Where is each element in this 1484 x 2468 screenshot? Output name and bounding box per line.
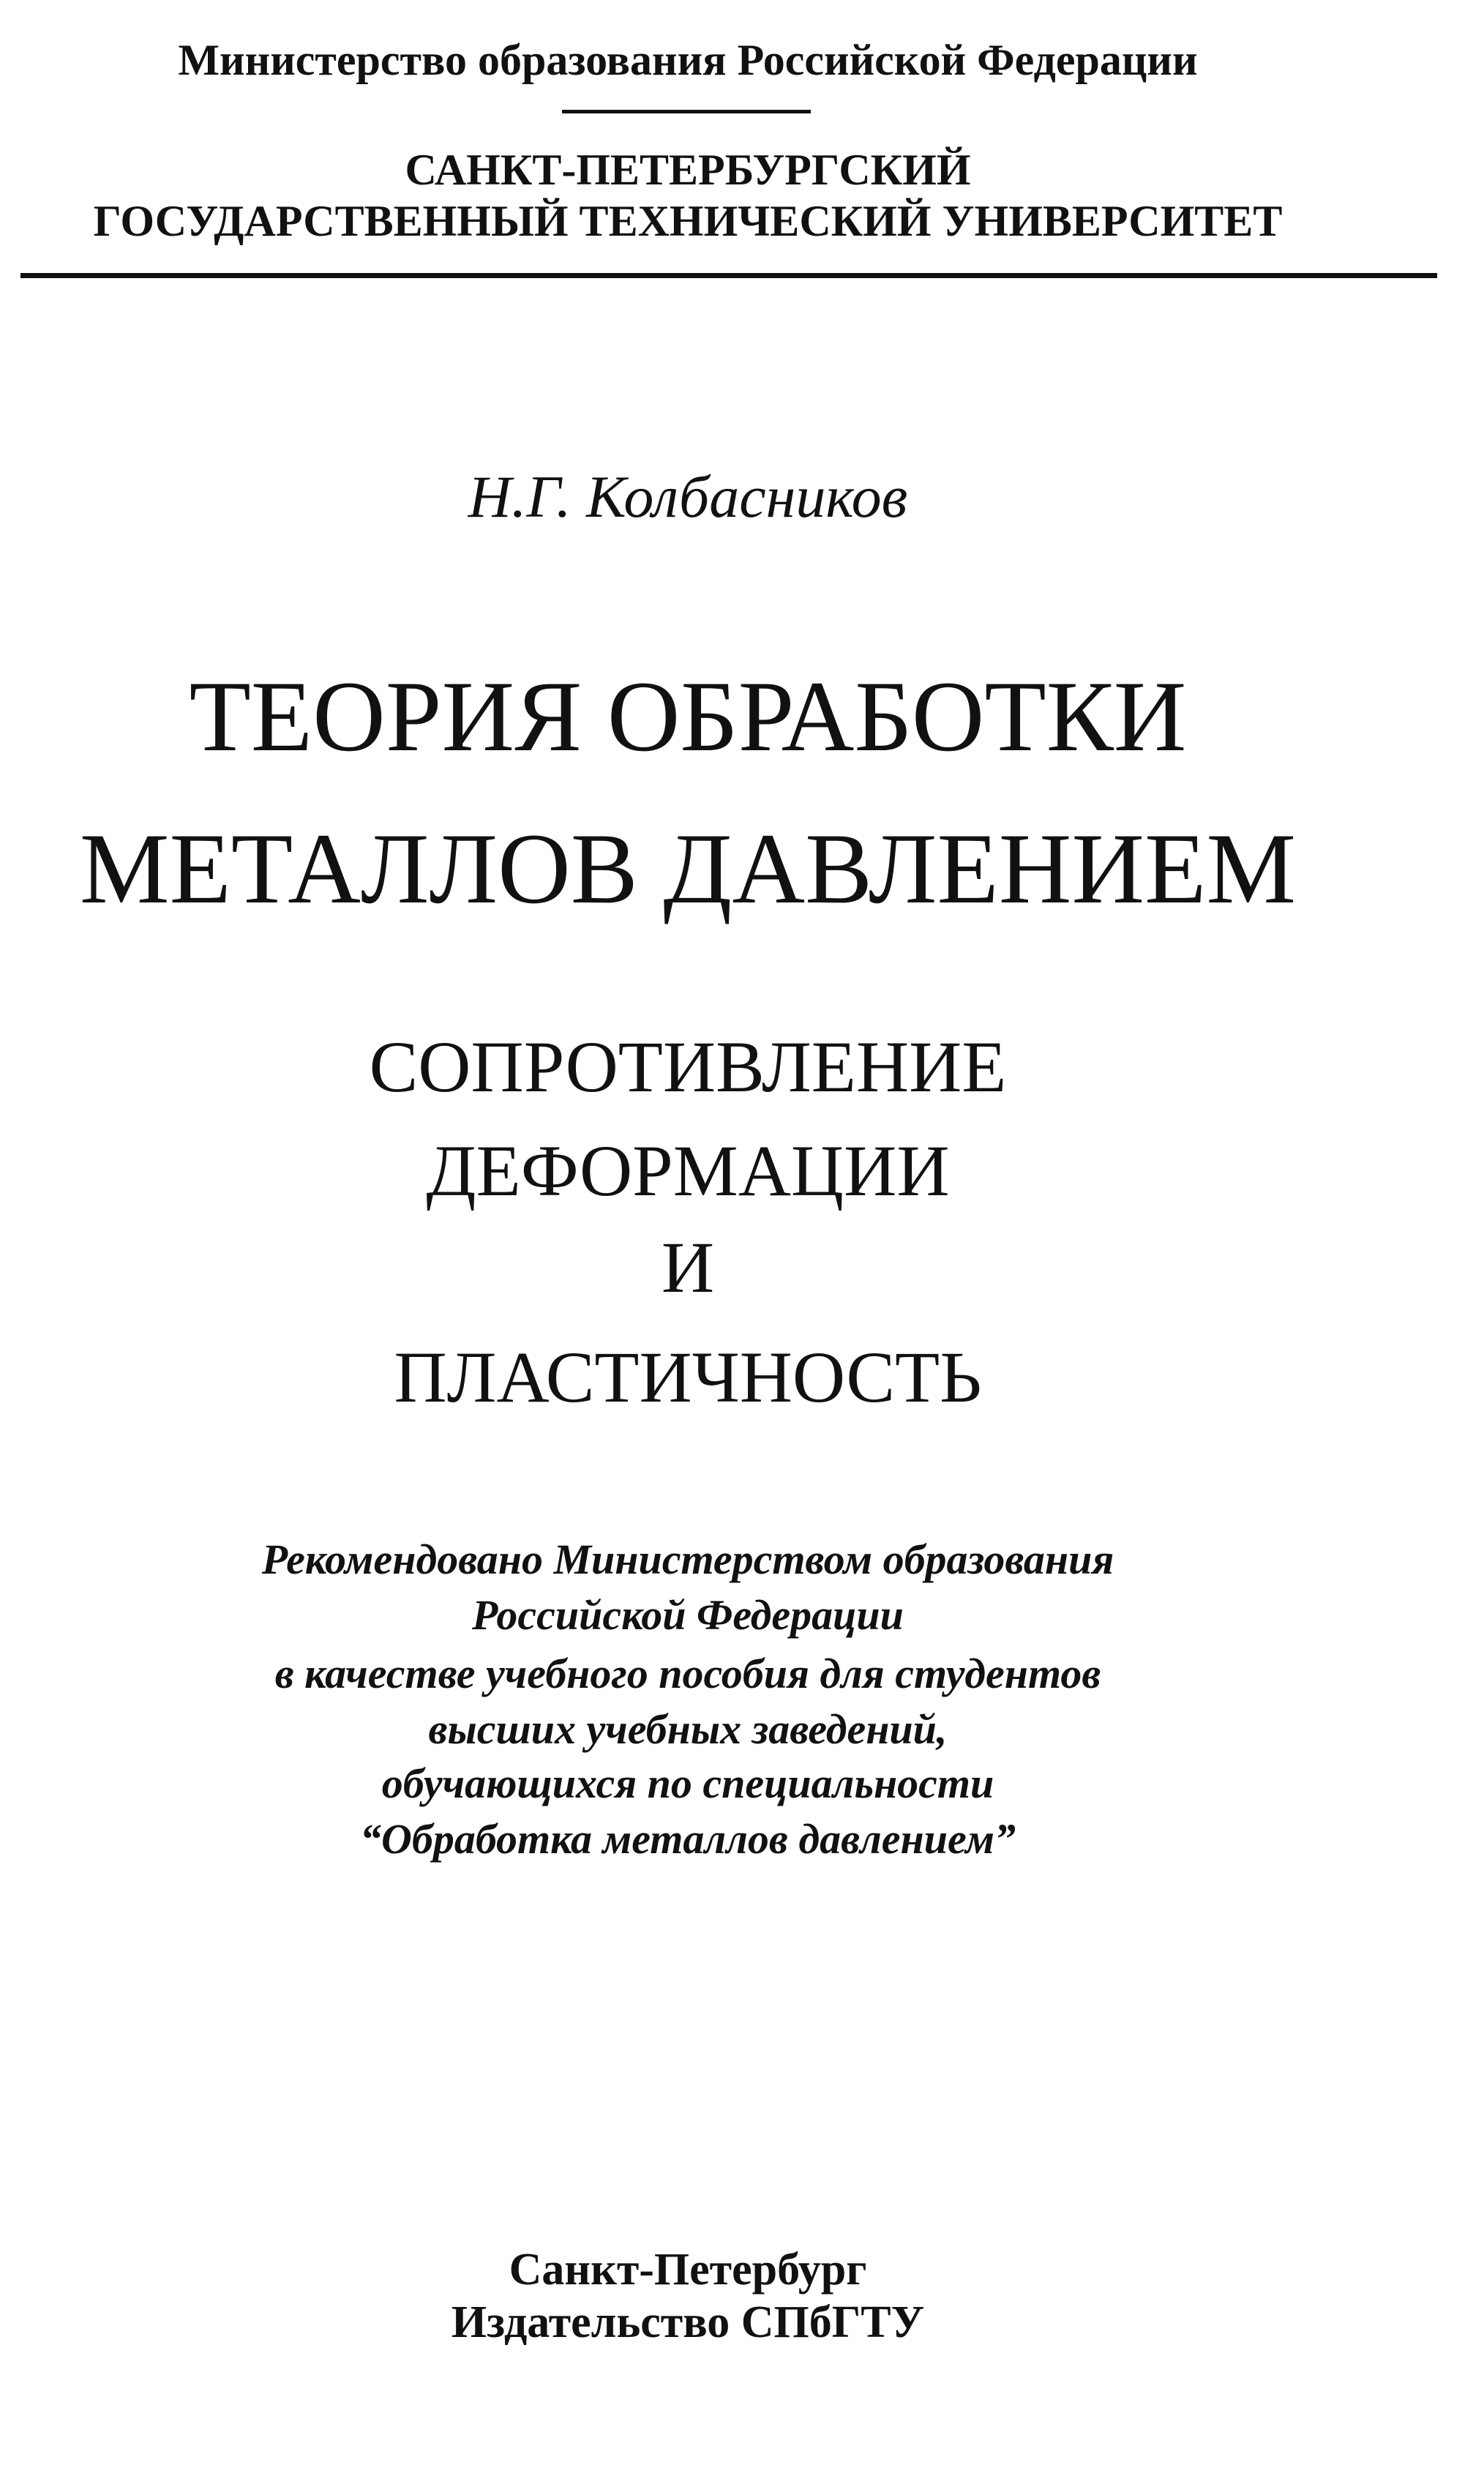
- subtitle-line-4: ПЛАСТИЧНОСТЬ: [394, 1336, 982, 1418]
- book-title-line-2: МЕТАЛЛОВ ДАВЛЕНИЕМ: [79, 812, 1297, 924]
- university-name-line-1: САНКТ-ПЕТЕРБУРГСКИЙ: [405, 146, 971, 194]
- subtitle-line-1: СОПРОТИВЛЕНИЕ: [369, 1026, 1007, 1107]
- subtitle-line-2: ДЕФОРМАЦИИ: [426, 1130, 950, 1211]
- imprint-city: Санкт-Петербург: [509, 2245, 867, 2295]
- recommendation-line-1: Рекомендовано Министерством образования: [261, 1536, 1114, 1583]
- header-divider-long: [20, 273, 1437, 278]
- recommendation-line-3: в качестве учебного пособия для студентов: [274, 1650, 1101, 1697]
- recommendation-line-4: высших учебных заведений,: [428, 1705, 948, 1753]
- ministry-name: Министерство образования Российской Федерации: [178, 36, 1198, 84]
- author-name: Н.Г. Колбасников: [468, 463, 908, 530]
- recommendation-line-2: Российской Федерации: [472, 1591, 904, 1639]
- subtitle-line-3: И: [661, 1227, 715, 1308]
- university-name-line-2: ГОСУДАРСТВЕННЫЙ ТЕХНИЧЕСКИЙ УНИВЕРСИТЕТ: [93, 197, 1283, 245]
- header-divider-short: [562, 110, 811, 113]
- recommendation-line-5: обучающихся по специальности: [381, 1760, 994, 1807]
- imprint-publisher: Издательство СПбГТУ: [451, 2297, 925, 2347]
- book-title-line-1: ТЕОРИЯ ОБРАБОТКИ: [189, 660, 1187, 772]
- recommendation-line-6: “Обработка металлов давлением”: [359, 1815, 1016, 1863]
